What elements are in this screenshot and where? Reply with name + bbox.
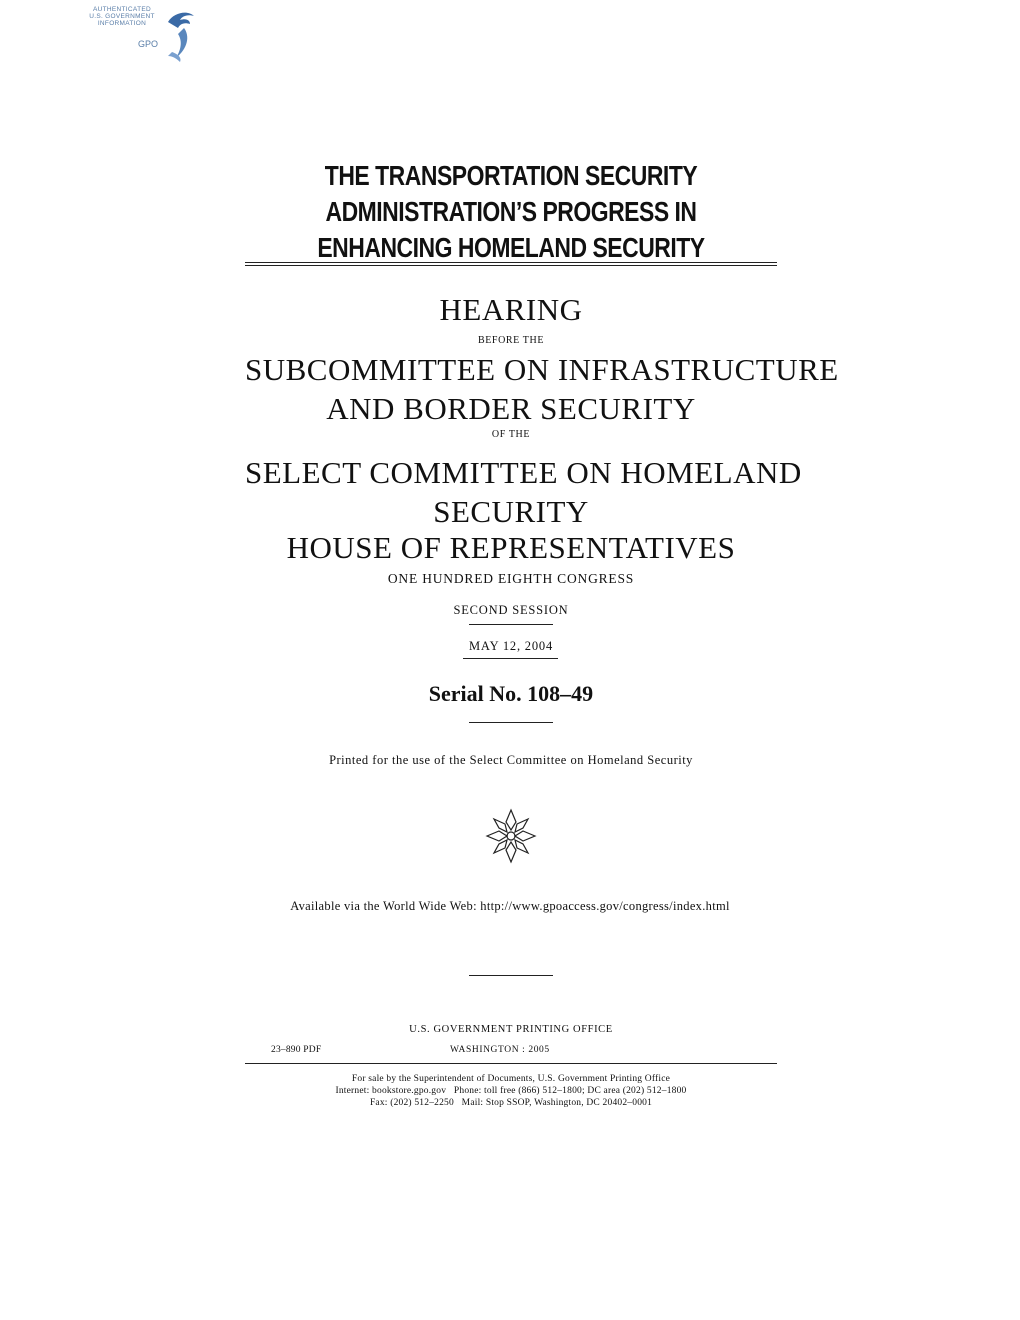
footer-rule xyxy=(245,1063,777,1064)
title-rule-bottom xyxy=(245,265,777,266)
seal-gpo-text: GPO xyxy=(138,39,159,49)
availability-note: Available via the World Wide Web: http://www.gpoaccess.gov/congress/index.html xyxy=(290,899,730,913)
subcommittee-line-2: AND BORDER SECURITY xyxy=(326,391,696,426)
sale-info-line-2: Internet: bookstore.gpo.gov Phone: toll free (866) 512–1800; DC area (202) 512–1800 xyxy=(335,1086,687,1096)
title-line-1: THE TRANSPORTATION SECURITY xyxy=(324,160,698,191)
seal-line-1: AUTHENTICATED xyxy=(93,6,151,13)
title-line-3: ENHANCING HOMELAND SECURITY xyxy=(317,232,705,263)
hearing-date: MAY 12, 2004 xyxy=(468,639,554,653)
house-heading: HOUSE OF REPRESENTATIVES xyxy=(286,530,736,565)
committee-line-2: SECURITY xyxy=(433,494,589,529)
gpo-authentication-seal xyxy=(80,6,200,66)
footer-separator-rule xyxy=(469,975,553,976)
session-label: SECOND SESSION xyxy=(453,603,569,617)
gpo-ornament-icon xyxy=(485,808,537,864)
sale-info-line-1: For sale by the Superintendent of Documents, U.S. Government Printing Office xyxy=(351,1074,671,1084)
place-and-year: WASHINGTON : 2005 xyxy=(450,1045,550,1055)
sale-info-line-3: Fax: (202) 512–2250 Mail: Stop SSOP, Washington, DC 20402–0001 xyxy=(369,1098,653,1108)
serial-number: Serial No. 108–49 xyxy=(428,681,594,706)
printed-for-note: Printed for the use of the Select Committee on Homeland Security xyxy=(329,753,693,767)
title-rule-top xyxy=(245,262,777,263)
committee-line-1: SELECT COMMITTEE ON HOMELAND xyxy=(245,455,802,490)
congress-label: ONE HUNDRED EIGHTH CONGRESS xyxy=(387,571,635,586)
subcommittee-line-1: SUBCOMMITTEE ON INFRASTRUCTURE xyxy=(245,352,839,387)
seal-line-3: INFORMATION xyxy=(97,20,147,27)
session-rule xyxy=(469,624,553,625)
of-the-label: OF THE xyxy=(491,429,531,440)
document-title xyxy=(245,160,777,268)
date-rule xyxy=(463,658,558,659)
hearing-heading: HEARING xyxy=(439,292,583,327)
title-line-2: ADMINISTRATION’S PROGRESS IN xyxy=(325,196,697,227)
serial-rule xyxy=(469,722,553,723)
eagle-icon xyxy=(160,8,200,64)
document-number: 23–890 PDF xyxy=(271,1045,322,1055)
before-the-label: BEFORE THE xyxy=(477,335,545,346)
seal-line-2: U.S. GOVERNMENT xyxy=(89,13,155,20)
printing-office-label: U.S. GOVERNMENT PRINTING OFFICE xyxy=(409,1024,613,1035)
